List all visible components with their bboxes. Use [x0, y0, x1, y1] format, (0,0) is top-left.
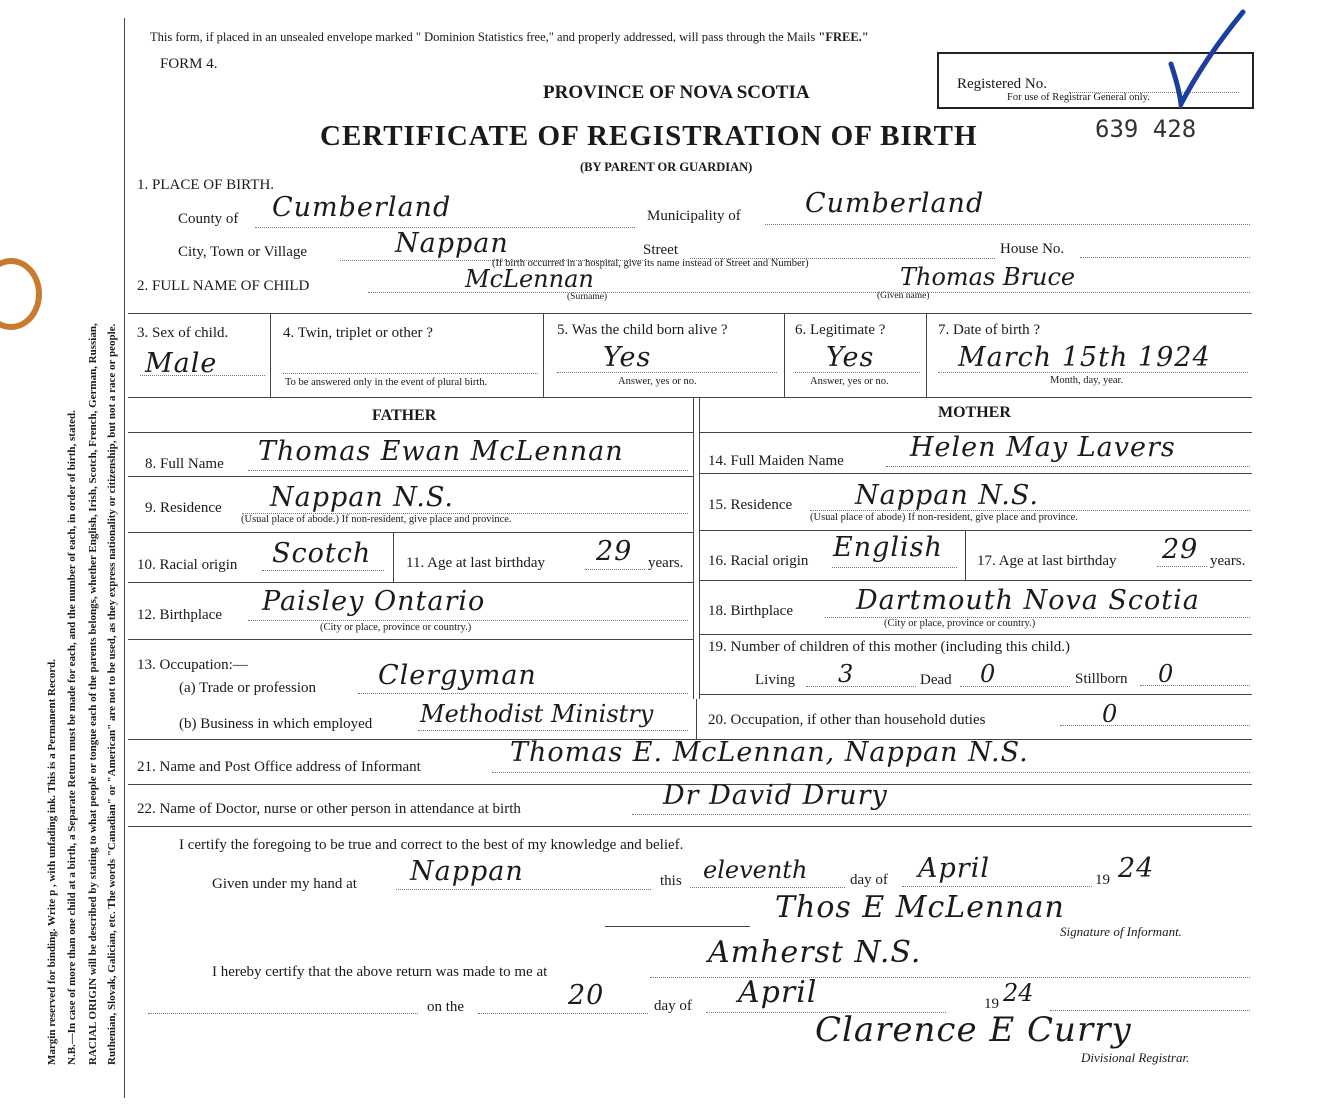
registration-number: 639 428 — [1095, 115, 1197, 143]
father-heading: FATHER — [372, 407, 437, 424]
stillborn-value: 0 — [1158, 660, 1174, 688]
margin-note-nationality: Ruthenian, Slovak, Galician, etc. The words "Canadian" or "American" are not to be used, as they express nationality or citizenship, but not a race or people. — [106, 323, 118, 1065]
mother-name-label: 14. Full Maiden Name — [708, 453, 844, 469]
father-birthplace-label: 12. Birthplace — [137, 607, 222, 623]
informant-label: 21. Name and Post Office address of Informant — [137, 759, 421, 775]
binding-hole — [0, 258, 42, 330]
born-alive-label: 5. Was the child born alive ? — [557, 322, 728, 338]
father-birthplace-note: (City or place, province or country.) — [320, 622, 472, 633]
form-number: FORM 4. — [160, 56, 218, 72]
trade-value: Clergyman — [378, 660, 537, 691]
informant-value: Thomas E. McLennan, Nappan N.S. — [510, 737, 1029, 768]
registrar-statement: I hereby certify that the above return was made to me at — [212, 964, 548, 980]
mother-birthplace-label: 18. Birthplace — [708, 603, 793, 619]
registrar-day-of-label: day of — [654, 998, 692, 1014]
mother-residence-note: (Usual place of abode) If non-resident, give place and province. — [810, 512, 1078, 523]
living-value: 3 — [838, 660, 854, 688]
father-residence-value: Nappan N.S. — [270, 482, 454, 513]
mother-birthplace-note: (City or place, province or country.) — [884, 618, 1036, 629]
dead-label: Dead — [920, 672, 952, 688]
municipality-label: Municipality of — [647, 208, 741, 224]
legitimate-note: Answer, yes or no. — [810, 376, 889, 387]
day-value: eleventh — [703, 856, 808, 884]
mother-age-value: 29 — [1162, 534, 1199, 565]
year-prefix: 19 — [1095, 872, 1110, 888]
dead-value: 0 — [980, 660, 996, 688]
certification-statement: I certify the foregoing to be true and correct to the best of my knowledge and belief. — [179, 837, 684, 853]
mother-residence-label: 15. Residence — [708, 497, 793, 513]
father-age-label: 11. Age at last birthday — [406, 555, 545, 571]
living-label: Living — [755, 672, 795, 688]
legitimate-value: Yes — [826, 342, 875, 373]
mother-birthplace-value: Dartmouth Nova Scotia — [856, 585, 1200, 616]
doctor-label: 22. Name of Doctor, nurse or other person in attendance at birth — [137, 801, 521, 817]
registrar-year-prefix: 19 — [984, 996, 999, 1012]
this-label: this — [660, 873, 682, 889]
business-value: Methodist Ministry — [420, 700, 654, 728]
mother-occupation-label: 20. Occupation, if other than household duties — [708, 712, 986, 728]
informant-signature: Thos E McLennan — [775, 890, 1065, 925]
father-name-label: 8. Full Name — [145, 456, 224, 472]
child-surname-value: McLennan — [465, 265, 594, 293]
registrar-place-value: Amherst N.S. — [708, 935, 922, 970]
province-heading: PROVINCE OF NOVA SCOTIA — [543, 82, 810, 103]
month-value: April — [918, 853, 990, 884]
county-value: Cumberland — [272, 192, 452, 223]
mother-heading: MOTHER — [938, 404, 1011, 421]
mother-racial-label: 16. Racial origin — [708, 553, 809, 569]
day-of-label: day of — [850, 872, 888, 888]
registrar-day-value: 20 — [568, 980, 605, 1011]
father-birthplace-value: Paisley Ontario — [262, 586, 486, 617]
born-alive-note: Answer, yes or no. — [618, 376, 697, 387]
child-name-label: 2. FULL NAME OF CHILD — [137, 278, 310, 294]
twin-note: To be answered only in the event of plural birth. — [285, 377, 488, 388]
registered-label: Registered No. — [957, 76, 1047, 92]
margin-note-multiple-births: N.B.—In case of more than one child at a birth, a Separate Return must be made for each, and the number of each, in order of birth, stated. — [66, 410, 78, 1065]
stillborn-label: Stillborn — [1075, 671, 1128, 687]
born-alive-value: Yes — [603, 342, 652, 373]
sex-value: Male — [145, 348, 218, 379]
given-place-value: Nappan — [410, 856, 524, 887]
father-age-value: 29 — [596, 536, 633, 567]
given-under-label: Given under my hand at — [212, 876, 357, 892]
margin-note-binding: Margin reserved for binding. Write p , with unfading ink. This is a Permanent Record. — [46, 658, 58, 1065]
twin-label: 4. Twin, triplet or other ? — [283, 325, 433, 341]
registered-note: For use of Registrar General only. — [1007, 92, 1150, 103]
registrar-month-value: April — [738, 975, 818, 1010]
on-the-label: on the — [427, 999, 465, 1015]
place-of-birth-heading: 1. PLACE OF BIRTH. — [137, 177, 275, 193]
father-name-value: Thomas Ewan McLennan — [258, 436, 624, 467]
date-of-birth-label: 7. Date of birth ? — [938, 322, 1041, 338]
father-residence-label: 9. Residence — [145, 500, 222, 516]
hospital-note: (If birth occurred in a hospital, give its name instead of Street and Number) — [492, 258, 809, 269]
street-label: Street — [643, 242, 678, 258]
father-age-unit: years. — [648, 555, 684, 571]
surname-caption: (Surname) — [567, 292, 608, 302]
informant-signature-caption: Signature of Informant. — [1060, 924, 1182, 939]
date-of-birth-value: March 15th 1924 — [958, 342, 1211, 373]
mother-age-unit: years. — [1210, 553, 1246, 569]
father-racial-label: 10. Racial origin — [137, 557, 238, 573]
registrar-signature-caption: Divisional Registrar. — [1081, 1050, 1190, 1065]
sex-label: 3. Sex of child. — [137, 325, 229, 341]
year-value: 24 — [1118, 853, 1155, 884]
father-occupation-label: 13. Occupation:— — [137, 657, 248, 673]
municipality-value: Cumberland — [805, 188, 985, 219]
certificate-title: CERTIFICATE OF REGISTRATION OF BIRTH — [320, 120, 978, 152]
registrar-year-value: 24 — [1003, 979, 1034, 1007]
registrar-signature: Clarence E Curry — [815, 1010, 1132, 1050]
mother-racial-value: English — [833, 532, 943, 563]
children-label: 19. Number of children of this mother (including this child.) — [708, 639, 1071, 655]
given-name-caption: (Given name) — [877, 291, 930, 301]
doctor-value: Dr David Drury — [663, 780, 888, 811]
business-label: (b) Business in which employed — [179, 716, 373, 732]
certificate-subtitle: (BY PARENT OR GUARDIAN) — [580, 160, 753, 174]
father-residence-note: (Usual place of abode.) If non-resident, give place and province. — [241, 514, 512, 525]
mother-occupation-value: 0 — [1102, 700, 1118, 728]
trade-label: (a) Trade or profession — [179, 680, 317, 696]
mother-residence-value: Nappan N.S. — [855, 480, 1039, 511]
city-value: Nappan — [395, 228, 509, 259]
father-racial-value: Scotch — [272, 538, 372, 569]
county-label: County of — [178, 211, 239, 227]
city-label: City, Town or Village — [178, 244, 308, 260]
date-of-birth-note: Month, day, year. — [1050, 375, 1124, 386]
child-given-name-value: Thomas Bruce — [900, 263, 1076, 291]
check-mark-icon — [1165, 8, 1255, 108]
mother-name-value: Helen May Lavers — [910, 432, 1176, 463]
binding-margin-line — [124, 18, 125, 1098]
margin-note-racial-origin: RACIAL ORIGIN will be described by stating to what people or tongue each of the parents belongs, whether English, Irish, Scotch, French, German, Russian, — [87, 323, 99, 1065]
legitimate-label: 6. Legitimate ? — [795, 322, 886, 338]
mother-age-label: 17. Age at last birthday — [977, 553, 1117, 569]
mailing-notice: This form, if placed in an unsealed envelope marked " Dominion Statistics free," and properly addressed, will pass through the Mails "FREE." — [150, 30, 869, 44]
house-number-label: House No. — [1000, 241, 1065, 257]
